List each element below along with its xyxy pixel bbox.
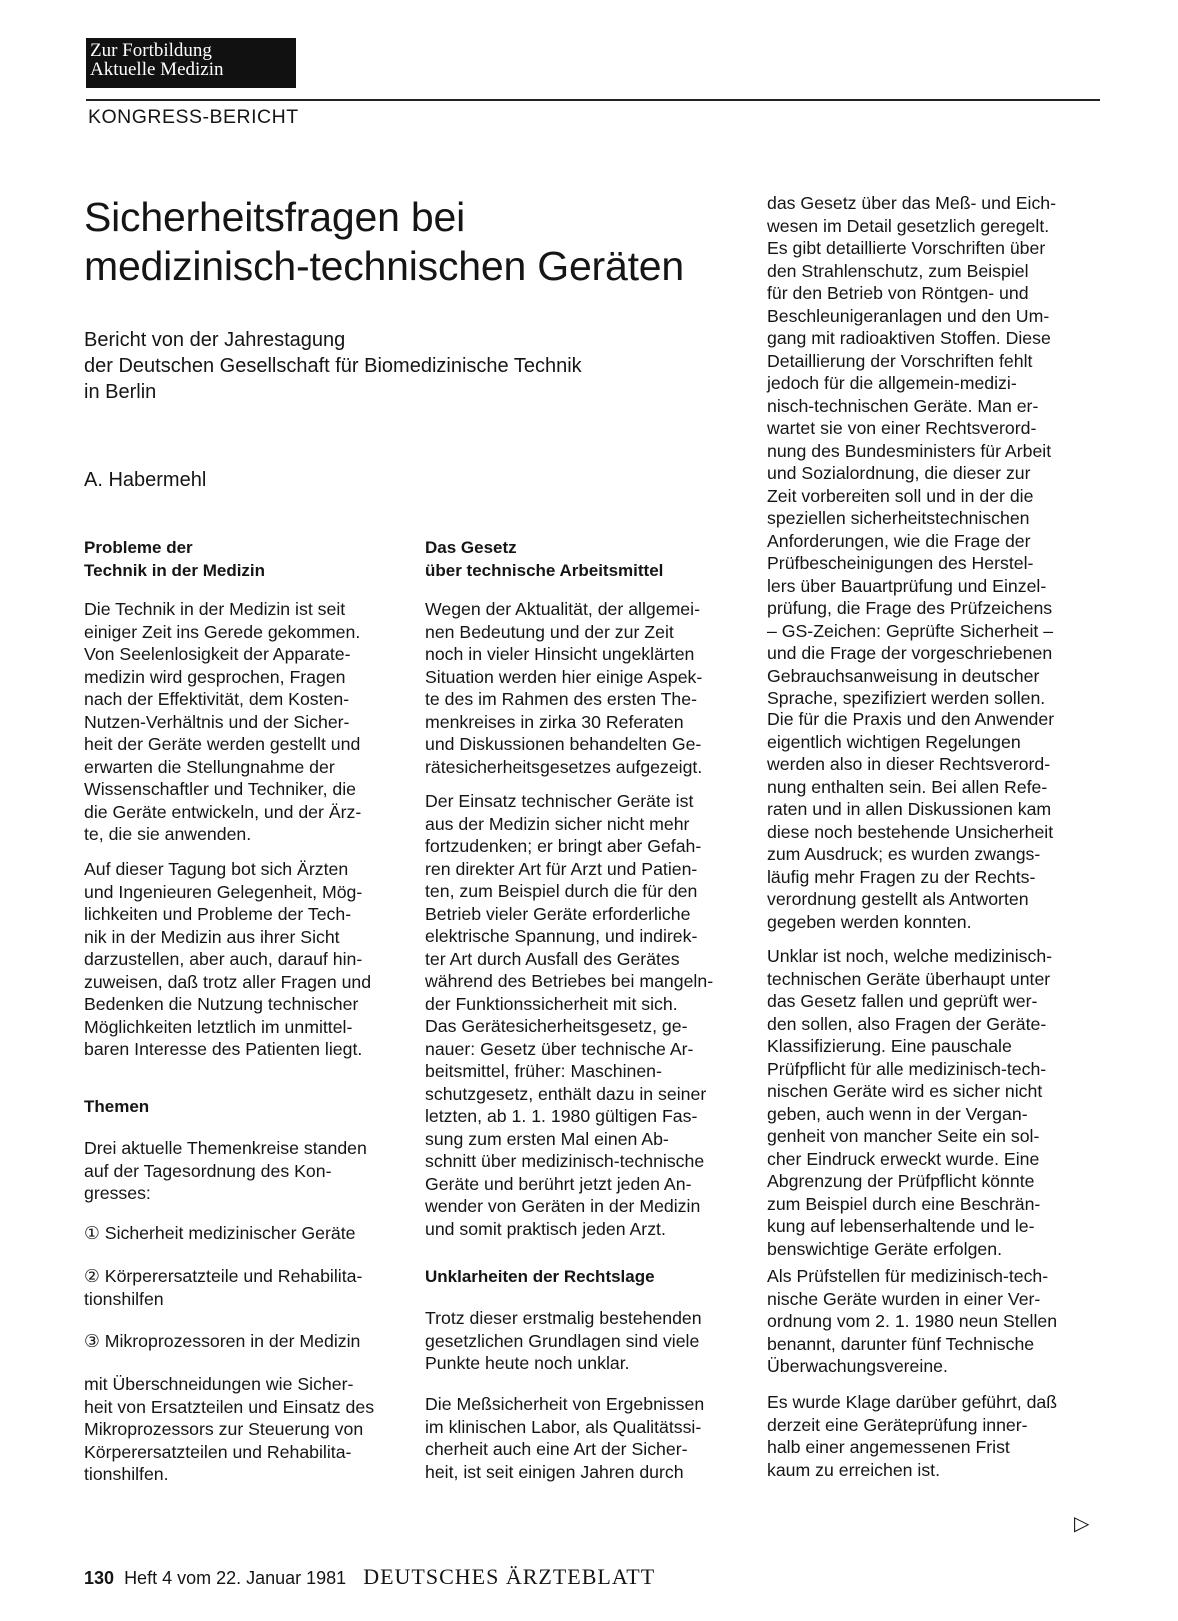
section-label-box xyxy=(86,38,296,88)
article-author: A. Habermehl xyxy=(84,469,207,491)
paragraph: Auf dieser Tagung bot sich Ärzten und Ingenieuren Gelegenheit, Mög- lichkeiten und Probleme der Tech- nik in der Medizin aus ihrer Sicht darzustellen, aber auch, darauf hin- zuweisen, daß trotz aller Fragen und Bedenken die Nutzung technischer Möglichkeiten letztlich im unmittel- baren Interesse des Patienten liegt. xyxy=(84,859,372,1059)
paragraph: Der Einsatz technischer Geräte ist aus der Medizin sicher nicht mehr fortzudenken; er bringt aber Gefah- ren direkter Art für Arzt und Patien- ten, zum Beispiel durch die für den Betrieb vieler Geräte erforderliche elektrische Spannung, und indirek- ter Art durch Ausfall des Gerätes während des Betriebes bei mangeln- der Funktionssicherheit mit sich. Das Gerätesicherheitsgesetz, ge- nauer: Gesetz über technische Ar- beitsmittel, früher: Maschinen- schutzgesetz, enthält dazu in seiner letzten, ab 1. 1. 1980 gültigen Fas- sung zum ersten Mal einen Ab- schnitt über medizinisch-technische Geräte und berührt jetzt jeden An- wender von Geräten in der Medizin und somit praktisch jeden Arzt. xyxy=(425,791,714,1239)
paragraph: Als Prüfstellen für medizinisch-tech- nische Geräte wurden in einer Ver- ordnung vom 2. 1. 1980 neun Stellen benannt, darunter fünf Technische Überwachungsvereine. xyxy=(767,1266,1058,1376)
article-subtitle: Bericht von der Jahrestagung der Deutschen Gesellschaft für Biomedizinische Technik in Berlin xyxy=(84,329,582,403)
section-label-line2: Aktuelle Medizin xyxy=(90,59,224,80)
paragraph: Drei aktuelle Themenkreise standen auf der Tagesordnung des Kon- gresses: xyxy=(84,1138,367,1203)
page-footer xyxy=(84,1564,655,1590)
continue-arrow-icon[interactable]: ▷ xyxy=(1074,1513,1090,1535)
heading-gesetz: Das Gesetz über technische Arbeitsmittel xyxy=(425,538,664,580)
heading-probleme: Probleme der Technik in der Medizin xyxy=(84,538,266,580)
paragraph: mit Überschneidungen wie Sicher- heit von Ersatzteilen und Einsatz des Mikroprozessors zur Steuerung von Körperersatzteilen und Rehabilita- tionshilfen. xyxy=(84,1374,375,1484)
heading-unklarheiten: Unklarheiten der Rechtslage xyxy=(425,1267,655,1286)
list-item: ③ Mikroprozessoren in der Medizin xyxy=(84,1331,361,1351)
paragraph: Trotz dieser erstmalig bestehenden gesetzlichen Grundlagen sind viele Punkte heute noch unklar. xyxy=(425,1308,702,1373)
paragraph: Die für die Praxis und den Anwender eigentlich wichtigen Regelungen werden also in dieser Rechtsverord- nung enthalten sein. Bei allen Refe- raten und in allen Diskussionen kam diese noch bestehende Unsicherheit zum Ausdruck; es wurden zwangs- läufig mehr Fragen zu der Rechts- verordnung gestellt als Antworten gegeben werden konnten. xyxy=(767,709,1055,932)
paragraph: das Gesetz über das Meß- und Eich- wesen im Detail gesetzlich geregelt. Es gibt detaillierte Vorschriften über den Strahlenschutz, zum Beispiel für den Betrieb von Röntgen- und Beschleunigeranlagen und den Um- gang mit radioaktiven Stoffen. Diese Detaillierung der Vorschriften fehlt jedoch für die allgemein-medizi- nisch-technischen Geräte. Man er- wartet sie von einer Rechtsverord- nung des Bundesministers für Arbeit und Sozialordnung, die dieser zur Zeit vorbereiten soll und in der die speziellen sicherheitstechnischen Anforderungen, wie die Frage der Prüfbescheinigungen des Herstel- lers über Bauartprüfung und Einzel- prüfung, die Frage des Prüfzeichens – GS-Zeichen: Geprüfte Sicherheit – und die Frage der vorgeschriebenen Gebrauchsanweisung in deutscher Sprache, spezifiziert werden sollen. xyxy=(767,193,1057,708)
header-rule xyxy=(86,99,1100,101)
kicker: KONGRESS-BERICHT xyxy=(88,106,299,128)
issue-info: Heft 4 vom 22. Januar 1981 xyxy=(124,1568,347,1588)
article-title: Sicherheitsfragen bei medizinisch-technischen Geräten xyxy=(84,194,684,289)
paragraph: Unklar ist noch, welche medizinisch- technischen Geräte überhaupt unter das Gesetz fallen und geprüft wer- den sollen, also Fragen der Geräte- Klassifizierung. Eine pauschale Prüfpflicht für alle medizinisch-tech- nischen Geräte wird es sicher nicht geben, auch wenn in der Vergan- genheit von mancher Seite ein sol- cher Eindruck erweckt wurde. Eine Abgrenzung der Prüfpflicht könnte zum Beispiel durch eine Beschrän- kung auf lebenserhaltende und le- benswichtige Geräte erfolgen. xyxy=(767,946,1053,1259)
list-item: ② Körperersatzteile und Rehabilita- tionshilfen xyxy=(84,1266,363,1309)
paragraph: Es wurde Klage darüber geführt, daß derzeit eine Geräteprüfung inner- halb einer angemessenen Frist kaum zu erreichen ist. xyxy=(767,1392,1058,1480)
paragraph: Die Meßsicherheit von Ergebnissen im klinischen Labor, als Qualitätssi- cherheit auch eine Art der Sicher- heit, ist seit einigen Jahren durch xyxy=(425,1394,705,1482)
section-label-line1: Zur Fortbildung xyxy=(90,40,212,61)
paragraph: Die Technik in der Medizin ist seit einiger Zeit ins Gerede gekommen. Von Seelenlosigkeit der Apparate- medizin wird gesprochen, Fragen nach der Effektivität, dem Kosten- Nutzen-Verhältnis und der Sicher- heit der Geräte werden gestellt und erwarten die Stellungnahme der Wissenschaftler und Techniker, die die Geräte entwickeln, und der Ärz- te, die sie anwenden. xyxy=(84,599,362,844)
journal-name: DEUTSCHES ÄRZTEBLATT xyxy=(363,1564,656,1589)
page-number: 130 xyxy=(84,1568,115,1588)
paragraph: Wegen der Aktualität, der allgemei- nen Bedeutung und der zur Zeit noch in vieler Hinsicht ungeklärten Situation werden hier einige Aspek- te des im Rahmen des ersten The- menkreises in zirka 30 Referaten und Diskussionen behandelten Ge- rätesicherheitsgesetzes aufgezeigt. xyxy=(425,599,703,777)
list-item: ① Sicherheit medizinischer Geräte xyxy=(84,1223,356,1243)
heading-themen: Themen xyxy=(84,1097,150,1116)
